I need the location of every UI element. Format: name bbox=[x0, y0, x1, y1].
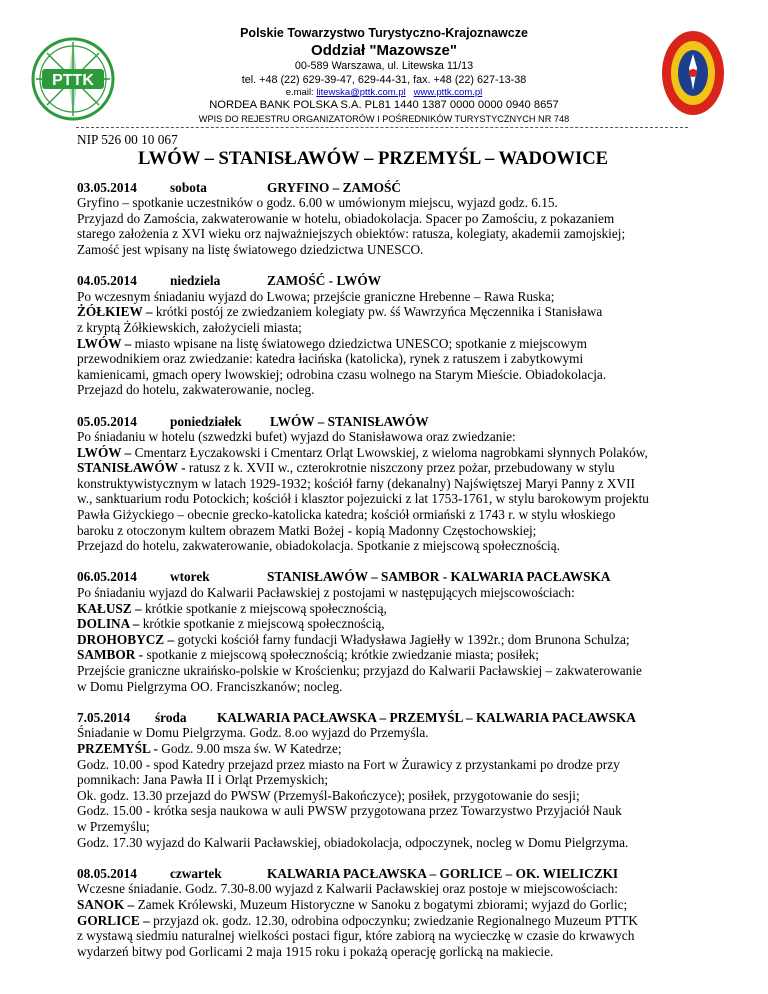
itinerary-line: przewodnikiem oraz zwiedzanie: katedra łacińska (katolicka), rynek z ratuszem i zabytkowymi bbox=[77, 351, 584, 367]
day-date: 06.05.2014 bbox=[77, 569, 137, 585]
itinerary-line: Przyjazd do Zamościa, zakwaterowanie w hotelu, obiadokolacja. Spacer po Zamościu, z pokazaniem bbox=[77, 210, 615, 226]
email-label: e.mail: bbox=[285, 87, 314, 98]
day-section bbox=[77, 180, 707, 258]
document-body bbox=[77, 132, 707, 975]
day-weekday: środa bbox=[155, 709, 187, 725]
day-weekday: czwartek bbox=[170, 865, 222, 881]
day-section bbox=[77, 710, 707, 850]
itinerary-line: starego założenia z XVI wieku orz najważniejszych obiektów: ratusza, kolegiaty, akademii zamojskiej; bbox=[77, 226, 626, 242]
day-section bbox=[77, 866, 707, 960]
day-header bbox=[77, 866, 707, 882]
place-name: DROHOBYCZ – bbox=[77, 631, 175, 647]
day-weekday: poniedziałek bbox=[170, 413, 242, 429]
itinerary-line: Po śniadaniu wyjazd do Kalwarii Pacławskiej z postojami w następujących miejscowościach: bbox=[77, 585, 575, 601]
itinerary-line: Wczesne śniadanie. Godz. 7.30-8.00 wyjazd z Kalwarii Pacławskiej oraz postoje w miejscowościach: bbox=[77, 881, 618, 897]
day-section bbox=[77, 569, 707, 694]
itinerary-line: z wystawą siedmiu naturalnej wielkości postaci figur, które zabiorą na wycieczkę w czasie do krwawych bbox=[77, 928, 635, 944]
day-date: 03.05.2014 bbox=[77, 179, 137, 195]
place-name: KAŁUSZ – bbox=[77, 600, 142, 616]
contact-line bbox=[0, 87, 768, 99]
itinerary-line: Przejazd do hotelu, zakwaterowanie, obiadokolacja. Spotkanie z miejscową społecznością. bbox=[77, 538, 560, 554]
day-weekday: sobota bbox=[170, 179, 207, 195]
day-header bbox=[77, 710, 707, 726]
itinerary-line: PRZEMYŚL - Godz. 9.00 msza św. W Katedrze; bbox=[77, 740, 342, 756]
branch-name: Oddział "Mazowsze" bbox=[311, 42, 457, 59]
pttk-logo-text: PTTK bbox=[52, 72, 94, 89]
day-route: LWÓW – STANISŁAWÓW bbox=[270, 413, 429, 429]
itinerary-line: wydarzeń bitwy pod Gorlicami 2 maja 1915 roku i pokażą operację gorlicką na makiecie. bbox=[77, 943, 554, 959]
bank-account: NORDEA BANK POLSKA S.A. PL81 1440 1387 0000 0000 0940 8657 bbox=[209, 99, 559, 111]
itinerary-line: Godz. 10.00 - spod Katedry przejazd przez miasto na Fort w Żurawicy z przystankami po drodze przy bbox=[77, 756, 620, 772]
itinerary-line: Po śniadaniu w hotelu (szwedzki bufet) wyjazd do Stanisławowa oraz zwiedzanie: bbox=[77, 429, 516, 445]
day-weekday: wtorek bbox=[170, 569, 210, 585]
day-route: KALWARIA PACŁAWSKA – GORLICE – OK. WIELICZKI bbox=[267, 865, 619, 881]
itinerary-line: Ok. godz. 13.30 przejazd do PWSW (Przemyśl-Bakończyce); posiłek, przygotowanie do sesji; bbox=[77, 787, 580, 803]
day-route: GRYFINO – ZAMOŚĆ bbox=[267, 179, 401, 195]
nip-number: NIP 526 00 10 067 bbox=[77, 132, 178, 147]
itinerary-line: KAŁUSZ – krótkie spotkanie z miejscową społecznością, bbox=[77, 600, 387, 616]
day-section bbox=[77, 414, 707, 554]
document-title: LWÓW – STANISŁAWÓW – PRZEMYŚL – WADOWICE bbox=[137, 147, 609, 169]
itinerary-line: w., sanktuarium rodu Potockich; kościół i klasztor pojezuicki z lat 1753-1761, w stylu barokowym projektu bbox=[77, 491, 649, 507]
place-name: SAMBOR - bbox=[77, 647, 144, 663]
phone-numbers: tel. +48 (22) 629-39-47, 629-44-31, fax. +48 (22) 627-13-38 bbox=[241, 73, 527, 86]
itinerary-line: Śniadanie w Domu Pielgrzyma. Godz. 8.oo wyjazd do Przemyśla. bbox=[77, 725, 429, 741]
day-weekday: niedziela bbox=[170, 273, 221, 289]
itinerary-line: Po wczesnym śniadaniu wyjazd do Lwowa; przejście graniczne Hrebenne – Rawa Ruska; bbox=[77, 288, 555, 304]
itinerary-line: STANISŁAWÓW - ratusz z k. XVII w., czterokrotnie niszczony przez pożar, przebudowany w stylu bbox=[77, 460, 615, 476]
day-header bbox=[77, 414, 707, 430]
place-name: LWÓW – bbox=[77, 444, 132, 460]
itinerary-line: Godz. 15.00 - krótka sesja naukowa w auli PWSW przygotowana przez Towarzystwo Przyjaciół Nauk bbox=[77, 803, 622, 819]
itinerary-line: baroku z otoczonym kultem obrazem Matki Bożej - kopią Madonny Częstochowskiej; bbox=[77, 522, 537, 538]
itinerary-line: SANOK – Zamek Królewski, Muzeum Historyczne w Sanoku z bogatymi zbiorami; wyjazd do Gorlic; bbox=[77, 896, 628, 912]
itinerary-line: w Przemyślu; bbox=[77, 818, 150, 834]
itinerary-line: Godz. 17.30 wyjazd do Kalwarii Pacławskiej, obiadokolacja, odpoczynek, nocleg w Domu Pielgrzyma. bbox=[77, 834, 629, 850]
itinerary-line: Pawła Giżyckiego – obecnie grecko-katolicka katedra; kościół ormiański z 1743 r. w stylu włoskiego bbox=[77, 507, 616, 523]
day-header bbox=[77, 180, 707, 196]
place-name: GORLICE – bbox=[77, 912, 150, 928]
day-date: 08.05.2014 bbox=[77, 865, 137, 881]
itinerary-line: Przejście graniczne ukraińsko-polskie w Krościenku; przyjazd do Kalwarii Pacławskiej – zakwaterowanie bbox=[77, 663, 642, 678]
itinerary-line: Przejazd do hotelu, zakwaterowanie, nocleg. bbox=[77, 382, 315, 398]
itinerary-line: ŻÓŁKIEW – krótki postój ze zwiedzaniem kolegiaty pw. śś Wawrzyńca Męczennika i Stanisława bbox=[77, 304, 603, 320]
itinerary-line: kamienicami, gmach opery lwowskiej; odrobina czasu wolnego na Starym Mieście. Obiadokolacja. bbox=[77, 366, 607, 382]
place-name: STANISŁAWÓW - bbox=[77, 460, 186, 476]
day-route: ZAMOŚĆ - LWÓW bbox=[267, 273, 382, 289]
day-route: KALWARIA PACŁAWSKA – PRZEMYŚL – KALWARIA PACŁAWSKA bbox=[217, 709, 636, 725]
letterhead bbox=[0, 26, 768, 125]
day-header bbox=[77, 569, 707, 585]
day-date: 04.05.2014 bbox=[77, 273, 137, 289]
email-link[interactable]: litewska@pttk.com.pl bbox=[316, 87, 406, 98]
day-date: 05.05.2014 bbox=[77, 413, 137, 429]
itinerary-line: Gryfino – spotkanie uczestników o godz. 6.00 w umówionym miejscu, wyjazd godz. 6.15. bbox=[77, 195, 558, 211]
letterhead-divider bbox=[76, 127, 688, 128]
day-section bbox=[77, 273, 707, 398]
day-date: 7.05.2014 bbox=[77, 709, 131, 725]
itinerary-line: LWÓW – Cmentarz Łyczakowski i Cmentarz Orląt Lwowskiej, z wieloma nagrobkami słynnych Polaków, bbox=[77, 444, 648, 460]
place-name: DOLINA – bbox=[77, 616, 140, 632]
itinerary-line: GORLICE – przyjazd ok. godz. 12.30, odrobina odpoczynku; zwiedzanie Regionalnego Muzeum PTTK bbox=[77, 912, 638, 928]
itinerary-line: pomnikach: Jana Pawła II i Orląt Przemyskich; bbox=[77, 772, 329, 788]
place-name: PRZEMYŚL - bbox=[77, 740, 158, 756]
day-route: STANISŁAWÓW – SAMBOR - KALWARIA PACŁAWSKA bbox=[267, 569, 611, 585]
website-link[interactable]: www.pttk.com.pl bbox=[413, 87, 483, 98]
itinerary-line: LWÓW – miasto wpisane na listę światowego dziedzictwa UNESCO; spotkanie z miejscowym bbox=[77, 335, 588, 351]
itinerary-line: konstruktywistycznym w latach 1929-1932; kościół farny (dekanalny) Najświętszej Maryi Panny z XVII bbox=[77, 475, 635, 491]
itinerary-line: DROHOBYCZ – gotycki kościół farny fundacji Władysława Jagiełły w 1392r.; dom Brunona Schulza; bbox=[77, 631, 630, 647]
itinerary-line: Zamość jest wpisany na listę światowego dziedzictwa UNESCO. bbox=[77, 241, 424, 257]
place-name: SANOK – bbox=[77, 896, 135, 912]
address: 00-589 Warszawa, ul. Litewska 11/13 bbox=[294, 60, 474, 72]
itinerary-line: SAMBOR - spotkanie z miejscową społecznością; krótkie zwiedzanie miasta; posiłek; bbox=[77, 647, 539, 663]
itinerary-line: w Domu Pielgrzyma OO. Franciszkanów; nocleg. bbox=[77, 678, 343, 694]
place-name: ŻÓŁKIEW – bbox=[77, 304, 153, 320]
registry-entry: WPIS DO REJESTRU ORGANIZATORÓW I POŚREDNIKÓW TURYSTYCZNYCH NR 748 bbox=[198, 113, 570, 124]
place-name: LWÓW – bbox=[77, 335, 132, 351]
itinerary-line: z kryptą Żółkiewskich, założycieli miasta; bbox=[77, 319, 302, 335]
organization-name: Polskie Towarzystwo Turystyczno-Krajoznawcze bbox=[240, 26, 528, 40]
itinerary-line: DOLINA – krótkie spotkanie z miejscową społecznością, bbox=[77, 616, 385, 632]
day-header bbox=[77, 273, 707, 289]
